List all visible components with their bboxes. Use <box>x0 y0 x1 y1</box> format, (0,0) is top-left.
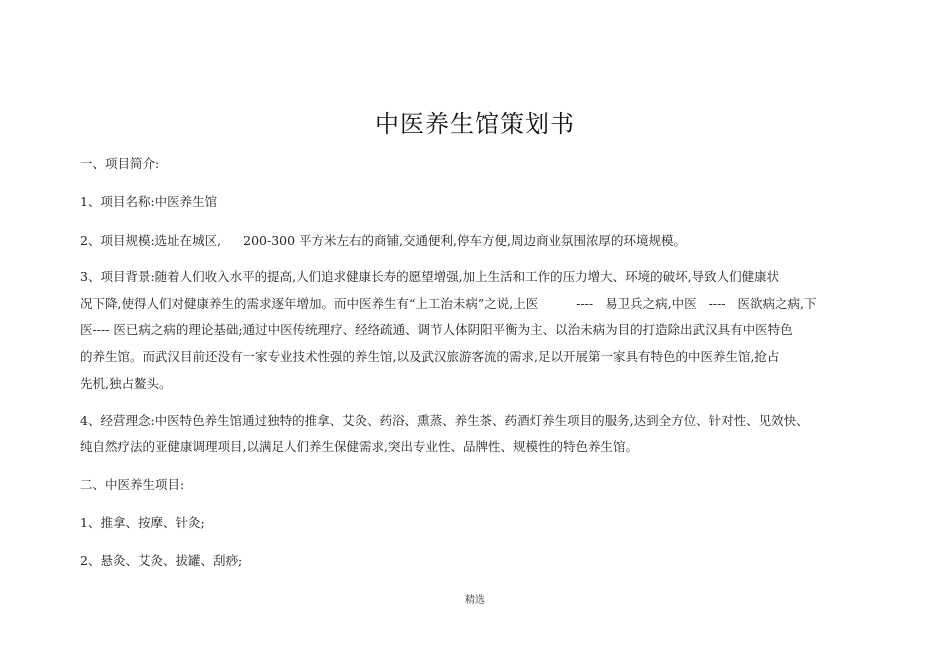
bg-line2-text-a: 况下降,使得人们对健康养生的需求逐年增加。而中医养生有“上工治未病”之说,上医 <box>80 296 539 311</box>
section-heading-intro: 一、项目简介: <box>80 156 160 171</box>
item-background-line-5: 先机,独占鳌头。 <box>80 376 172 391</box>
bg-line2-dash-2: ---- <box>708 296 726 311</box>
item-background-line-3: 医---- 医已病之病的理论基础;通过中医传统理疗、经络疏通、调节人体阴阳平衡为主、以治未病为目的打造除出武汉具有中医特色 <box>80 322 793 337</box>
bg-line2-text-c: 易卫兵之病,中医 <box>605 296 697 311</box>
service-item-1: 1、推拿、按摩、针灸; <box>80 515 205 530</box>
item-project-scale <box>80 231 686 249</box>
item-philosophy-line-1: 4、经营理念:中医特色养生馆通过独特的推拿、艾灸、药浴、熏蒸、养生茶、药酒灯养生项目的服务,达到全方位、针对性、见效快、 <box>80 413 809 428</box>
page-title: 中医养生馆策划书 <box>375 110 575 138</box>
service-item-2: 2、悬灸、艾灸、拔罐、刮痧; <box>80 553 243 568</box>
item-background-line-2 <box>80 294 817 312</box>
page-footer: 精选 <box>465 595 485 606</box>
item-project-scale-part1: 2、项目规模:选址在城区, <box>80 233 222 248</box>
bg-line2-dash-1: ---- <box>576 296 594 311</box>
section-heading-services: 二、中医养生项目: <box>80 477 185 492</box>
item-project-scale-part2: 200-300 平方米左右的商铺,交通便利,停车方便,周边商业氛围浓厚的环境规模。 <box>243 233 686 248</box>
item-project-name: 1、项目名称:中医养生馆 <box>80 194 218 209</box>
item-philosophy-line-2: 纯自然疗法的亚健康调理项目,以满足人们养生保健需求,突出专业性、品牌性、规模性的特色养生馆。 <box>80 439 638 454</box>
bg-line2-text-e: 医欲病之病,下 <box>737 296 817 311</box>
item-background-line-4: 的养生馆。而武汉目前还没有一家专业技术性强的养生馆,以及武汉旅游客流的需求,足以开展第一家具有特色的中医养生馆,抢占 <box>80 349 780 364</box>
item-background-line-1: 3、项目背景:随着人们收入水平的提高,人们追求健康长寿的愿望增强,加上生活和工作的压力增大、环境的破坏,导致人们健康状 <box>80 269 780 284</box>
